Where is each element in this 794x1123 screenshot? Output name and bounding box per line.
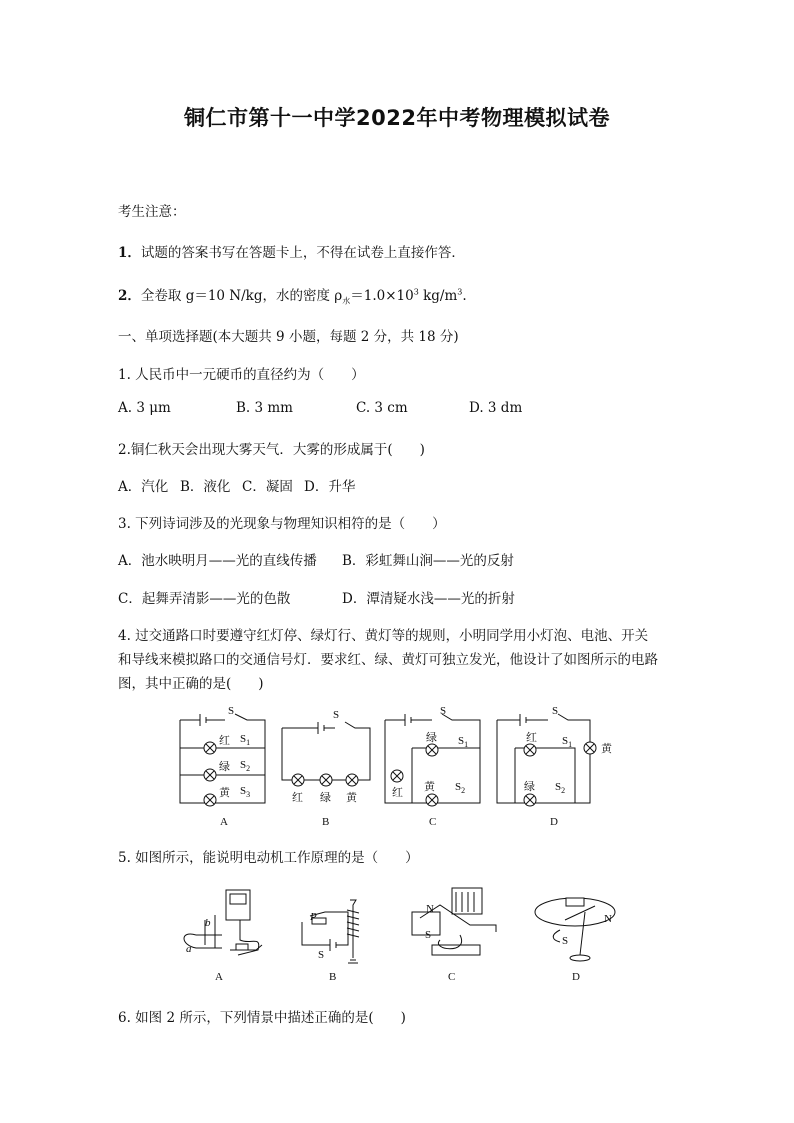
option-d: D. 3 dm bbox=[469, 400, 523, 416]
lamp-label-red: 红 bbox=[219, 735, 230, 747]
question-1-stem: 1. 人民币中一元硬币的直径约为（ ） bbox=[118, 367, 365, 383]
figure-label-c: C bbox=[448, 971, 456, 983]
question-2-options bbox=[118, 475, 355, 495]
option-a: A．池水映明月——光的直线传播 bbox=[118, 553, 317, 569]
page-title: 铜仁市第十一中学2022年中考物理模拟试卷 bbox=[184, 106, 610, 130]
figure-a-letter-b: b bbox=[205, 917, 211, 929]
lamp-label-yellow: 黄 bbox=[601, 743, 612, 755]
figure-d-pole-s: S bbox=[562, 935, 569, 947]
lamp-label-red: 红 bbox=[392, 787, 403, 799]
notice-text: 全卷取 g＝10 N/kg，水的密度 ρ bbox=[140, 288, 343, 304]
notice-text: . bbox=[462, 288, 467, 304]
figure-a-apparatus bbox=[184, 890, 262, 955]
switch-label: S bbox=[552, 705, 559, 717]
notice-superscript: 3 bbox=[413, 287, 419, 297]
lamp-label-green: 绿 bbox=[524, 781, 535, 793]
switch-label: $S_2$ bbox=[240, 759, 251, 773]
figure-b-apparatus bbox=[302, 900, 359, 963]
question-4-line3: 图，其中正确的是( ) bbox=[118, 676, 264, 692]
notice-heading: 考生注意： bbox=[118, 204, 186, 220]
notice-number: 2． bbox=[118, 288, 141, 304]
switch-label: $S_1$ bbox=[458, 735, 469, 749]
circuit-a bbox=[180, 714, 265, 806]
question-3-options-row1 bbox=[118, 549, 514, 569]
option-d: D．潭清疑水浅——光的折射 bbox=[342, 591, 515, 607]
question-4-line1: 4. 过交通路口时要遵守红灯停、绿灯行、黄灯等的规则，小明同学用小灯泡、电池、开关 bbox=[118, 628, 649, 644]
question-1-options bbox=[118, 400, 522, 416]
circuit-d bbox=[497, 714, 596, 806]
switch-label: $S_2$ bbox=[455, 781, 466, 795]
figure-a-letter-a: a bbox=[186, 943, 192, 955]
option-c: C．起舞弄清影——光的色散 bbox=[118, 591, 291, 607]
notice-text: kg/m bbox=[418, 288, 458, 304]
switch-label: $S_2$ bbox=[555, 781, 566, 795]
question-5-stem: 5. 如图所示，能说明电动机工作原理的是（ ） bbox=[118, 850, 419, 866]
figure-label-b: B bbox=[322, 816, 330, 828]
lamp-label-red: 红 bbox=[526, 732, 537, 744]
figure-c-pole-s: S bbox=[425, 929, 432, 941]
lamp-label-red: 红 bbox=[292, 792, 303, 804]
figure-label-a: A bbox=[215, 971, 223, 983]
option-c: C．凝固 bbox=[242, 479, 293, 495]
option-b: B. 3 mm bbox=[236, 400, 293, 416]
option-d: D．升华 bbox=[304, 479, 356, 495]
switch-label: $S_1$ bbox=[240, 733, 251, 747]
figure-label-d: D bbox=[572, 971, 580, 983]
question-3-options-row2 bbox=[118, 587, 515, 607]
lamp-label-yellow: 黄 bbox=[219, 787, 230, 799]
lamp-label-green: 绿 bbox=[219, 761, 230, 773]
switch-label: $S_1$ bbox=[562, 735, 573, 749]
question-2-stem: 2.铜仁秋天会出现大雾天气．大雾的形成属于( ) bbox=[118, 442, 425, 458]
option-c: C. 3 cm bbox=[356, 400, 408, 416]
figure-d-pole-n: N bbox=[604, 913, 612, 925]
switch-label: S bbox=[228, 705, 235, 717]
figure-d-apparatus bbox=[535, 898, 615, 961]
notice-number: 1． bbox=[118, 245, 141, 261]
switch-label: $S_3$ bbox=[240, 785, 251, 799]
switch-label: S bbox=[440, 705, 447, 717]
option-b: B．彩虹舞山涧——光的反射 bbox=[342, 553, 514, 569]
lamp-label-green: 绿 bbox=[426, 732, 437, 744]
circuit-b bbox=[282, 722, 370, 786]
question-6-stem: 6. 如图 2 所示，下列情景中描述正确的是( ) bbox=[118, 1010, 406, 1026]
option-a: A. 3 μm bbox=[118, 400, 171, 416]
notice-superscript: 3 bbox=[457, 287, 463, 297]
lamp-label-green: 绿 bbox=[320, 792, 331, 804]
section-heading: 一、单项选择题(本大题共 9 小题，每题 2 分，共 18 分) bbox=[118, 329, 459, 345]
question-4-line2: 和导线来模拟路口的交通信号灯．要求红、绿、黄灯可独立发光，他设计了如图所示的电路 bbox=[118, 652, 658, 668]
figure-label-d: D bbox=[550, 816, 558, 828]
figure-label-a: A bbox=[220, 816, 228, 828]
figure-label-b: B bbox=[329, 971, 337, 983]
figure-c-apparatus bbox=[412, 888, 496, 955]
notice-item-2 bbox=[118, 284, 467, 307]
lamp-label-yellow: 黄 bbox=[346, 792, 357, 804]
lamp-label-yellow: 黄 bbox=[424, 781, 435, 793]
figure-b-letter-p: P bbox=[310, 911, 317, 923]
notice-subscript: 水 bbox=[342, 296, 351, 306]
question-3-stem: 3. 下列诗词涉及的光现象与物理知识相符的是（ ） bbox=[118, 516, 446, 532]
figure-b-switch-label: S bbox=[318, 949, 325, 961]
notice-text: 试题的答案书写在答题卡上，不得在试卷上直接作答． bbox=[140, 245, 465, 261]
option-a: A．汽化 bbox=[118, 479, 169, 495]
option-b: B．液化 bbox=[180, 479, 231, 495]
notice-text: ＝1.0×10 bbox=[350, 288, 414, 304]
switch-label: S bbox=[333, 709, 340, 721]
figure-c-pole-n: N bbox=[426, 903, 434, 915]
figure-label-c: C bbox=[429, 816, 437, 828]
circuit-c bbox=[385, 714, 480, 806]
notice-item-1 bbox=[118, 241, 465, 261]
